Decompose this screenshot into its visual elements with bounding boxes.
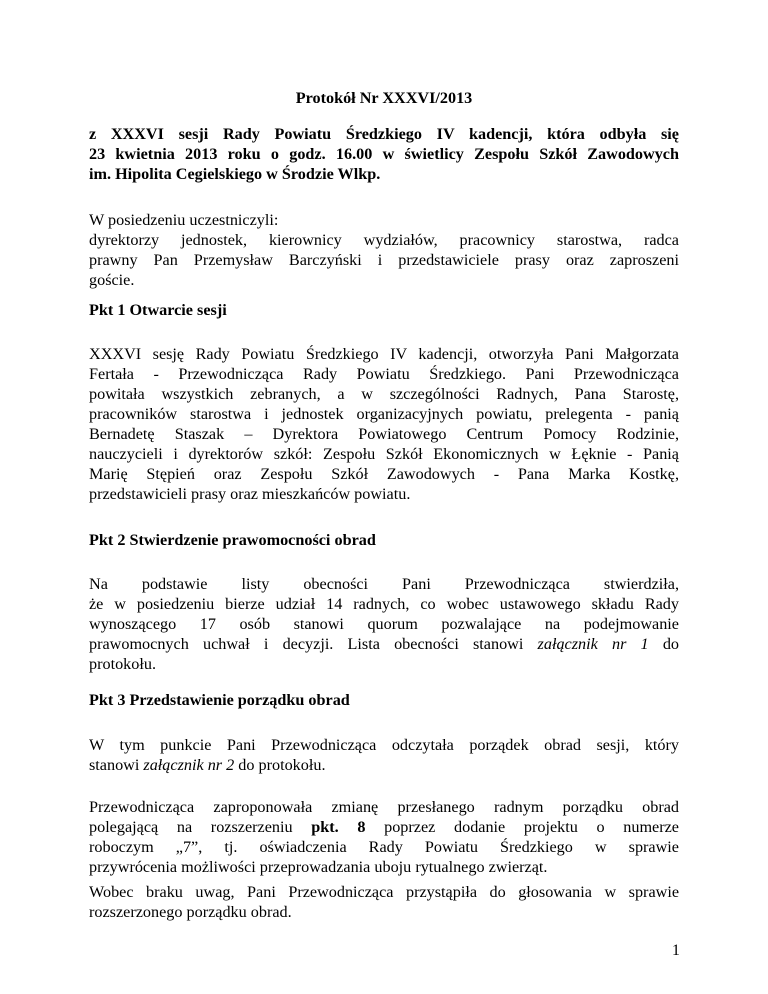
pkt3-line: W tym punkcie Pani Przewodnicząca odczytała porządek obrad sesji, który (89, 736, 679, 754)
pkt3-line (89, 755, 679, 775)
pkt1-line: Fertała - Przewodnicząca Rady Powiatu Średzkiego. Pani Przewodnicząca (89, 365, 679, 383)
pkt3-line-text: do protokołu. (234, 756, 326, 774)
document-title: Protokół Nr XXXVI/2013 (295, 89, 473, 107)
pkt3-paragraph-1 (89, 735, 679, 775)
attendance-section (89, 210, 679, 290)
point-reference: pkt. 8 (311, 818, 366, 836)
session-subtitle (89, 124, 679, 184)
pkt2-line: że w posiedzeniu bierze udział 14 radnych, co wobec ustawowego składu Rady (89, 595, 679, 613)
attachment-reference: załącznik nr 2 (143, 756, 235, 774)
pkt1-line: nauczycieli i dyrektorów szkół: Zespołu Szkół Ekonomicznych w Łęknie - Panią (89, 445, 679, 463)
pkt3-line-text: stanowi (89, 756, 144, 774)
pkt1-line: Marię Stępień oraz Zespołu Szkół Zawodowych - Pana Marka Kostkę, (89, 465, 679, 483)
pkt2-line: protokołu. (89, 655, 156, 673)
pkt2-paragraph (89, 574, 679, 674)
pkt3-line: Wobec braku uwag, Pani Przewodnicząca przystąpiła do głosowania w sprawie (89, 883, 679, 901)
pkt1-line: pracowników starostwa i jednostek organizacyjnych powiatu, prelegenta - panią (89, 405, 679, 423)
subtitle-line: z XXXVI sesji Rady Powiatu Średzkiego IV kadencji, która odbyła się (89, 125, 679, 143)
pkt2-heading: Pkt 2 Stwierdzenie prawomocności obrad (89, 531, 376, 549)
pkt3-line: rozszerzonego porządku obrad. (89, 903, 292, 921)
pkt3-line: Przewodnicząca zaproponowała zmianę przesłanego radnym porządku obrad (89, 798, 679, 816)
pkt1-line: powitała wszystkich zebranych, a w szczególności Radnych, Pana Starostę, (89, 385, 679, 403)
pkt3-line (89, 817, 679, 837)
attendance-line: dyrektorzy jednostek, kierownicy wydziałów, pracownicy starostwa, radca (89, 231, 679, 249)
attachment-reference: załącznik nr 1 (537, 635, 649, 653)
subtitle-line: im. Hipolita Cegielskiego w Środzie Wlkp. (89, 165, 381, 183)
subtitle-line: 23 kwietnia 2013 roku o godz. 16.00 w świetlicy Zespołu Szkół Zawodowych (89, 145, 679, 163)
pkt2-line: Na podstawie listy obecności Pani Przewodnicząca stwierdziła, (89, 575, 679, 593)
pkt3-paragraph-3 (89, 882, 679, 922)
pkt3-line-text: poprzez dodanie projektu o numerze (365, 818, 679, 836)
pkt2-line (89, 634, 679, 654)
pkt1-line: przedstawicieli prasy oraz mieszkańców powiatu. (89, 485, 411, 503)
pkt3-line: roboczym „7”, tj. oświadczenia Rady Powiatu Średzkiego w sprawie (89, 838, 679, 856)
pkt1-line: Bernadetę Staszak – Dyrektora Powiatowego Centrum Pomocy Rodzinie, (89, 425, 679, 443)
page-number: 1 (671, 941, 680, 959)
pkt1-paragraph (89, 344, 679, 504)
attendance-line: goście. (89, 271, 135, 289)
pkt3-paragraph-2 (89, 797, 679, 877)
pkt3-line-text: polegającą na rozszerzeniu (89, 818, 312, 836)
attendance-line: prawny Pan Przemysław Barczyński i przedstawiciele prasy oraz zaproszeni (89, 251, 679, 269)
pkt1-heading: Pkt 1 Otwarcie sesji (89, 301, 227, 319)
pkt3-line: przywrócenia możliwości przeprowadzania uboju rytualnego zwierząt. (89, 858, 548, 876)
pkt3-heading: Pkt 3 Przedstawienie porządku obrad (89, 691, 350, 709)
pkt1-line: XXXVI sesję Rady Powiatu Średzkiego IV kadencji, otworzyła Pani Małgorzata (89, 345, 679, 363)
pkt2-line: wynoszącego 17 osób stanowi quorum pozwalające na podejmowanie (89, 615, 679, 633)
pkt2-line-text: do (648, 635, 680, 653)
attendance-intro: W posiedzeniu uczestniczyli: (89, 211, 279, 229)
pkt2-line-text: prawomocnych uchwał i decyzji. Lista obecności stanowi (89, 635, 538, 653)
